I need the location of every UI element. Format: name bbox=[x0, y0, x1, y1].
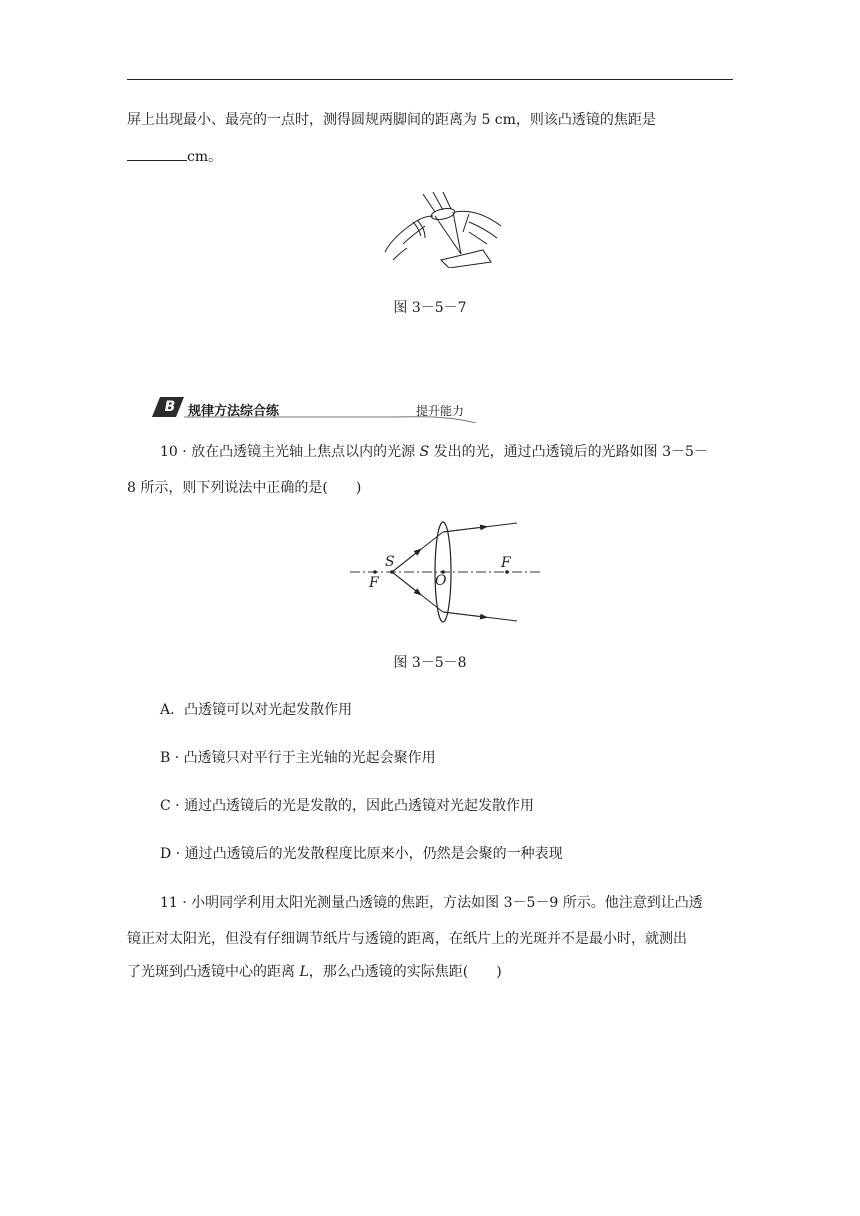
section-title: 规律方法综合练 bbox=[188, 404, 280, 419]
q10-line1: 10 · 放在凸透镜主光轴上焦点以内的光源 S 发出的光，通过凸透镜后的光路如图 3－5－ bbox=[160, 444, 708, 460]
option-a[interactable]: A．凸透镜可以对光起发散作用 bbox=[160, 702, 353, 718]
q11-line3: 了光斑到凸透镜中心的距离 L，那么凸透镜的实际焦距( ) bbox=[127, 964, 502, 980]
label-s: S bbox=[385, 554, 395, 570]
q10-var-s: S bbox=[419, 444, 430, 460]
header-rule bbox=[127, 79, 733, 80]
q9-line1: 屏上出现最小、最亮的一点时，测得圆规两脚间的距离为 5 cm，则该凸透镜的焦距是 bbox=[127, 112, 656, 128]
answer-blank[interactable] bbox=[127, 146, 187, 161]
figure-3-5-7-image bbox=[383, 192, 503, 268]
section-header bbox=[146, 393, 476, 423]
figure-3-5-8-image bbox=[345, 515, 545, 627]
figure-3-5-8-caption: 图 3－5－8 bbox=[393, 655, 467, 671]
q11-line2: 镜正对太阳光，但没有仔细调节纸片与透镜的距离，在纸片上的光斑并不是最小时，就测出 bbox=[127, 931, 687, 947]
label-o: O bbox=[435, 573, 447, 589]
lens-shape bbox=[430, 207, 456, 222]
q9-line2 bbox=[127, 146, 222, 167]
figure-3-5-7-caption: 图 3－5－7 bbox=[393, 300, 467, 316]
option-d[interactable]: D · 通过凸透镜后的光发散程度比原来小，仍然是会聚的一种表现 bbox=[160, 846, 563, 862]
focus-left-dot bbox=[373, 570, 377, 574]
section-badge-letter: B bbox=[164, 399, 176, 415]
q10-line2: 8 所示，则下列说法中正确的是( ) bbox=[127, 480, 362, 496]
source-s-dot bbox=[390, 570, 394, 574]
option-c[interactable]: C · 通过凸透镜后的光是发散的，因此凸透镜对光起发散作用 bbox=[160, 798, 535, 814]
paper-sheet-shape bbox=[441, 250, 491, 268]
q11-line1: 11 · 小明同学利用太阳光测量凸透镜的焦距，方法如图 3－5－9 所示。他注意到让凸透 bbox=[160, 895, 703, 911]
label-f-left: F bbox=[369, 575, 379, 591]
option-b[interactable]: B · 凸透镜只对平行于主光轴的光起会聚作用 bbox=[160, 750, 436, 766]
q11-var-l: L bbox=[299, 964, 309, 980]
section-subtitle: 提升能力 bbox=[416, 404, 465, 418]
q9-unit: cm。 bbox=[187, 149, 223, 165]
label-f-right: F bbox=[501, 555, 511, 571]
